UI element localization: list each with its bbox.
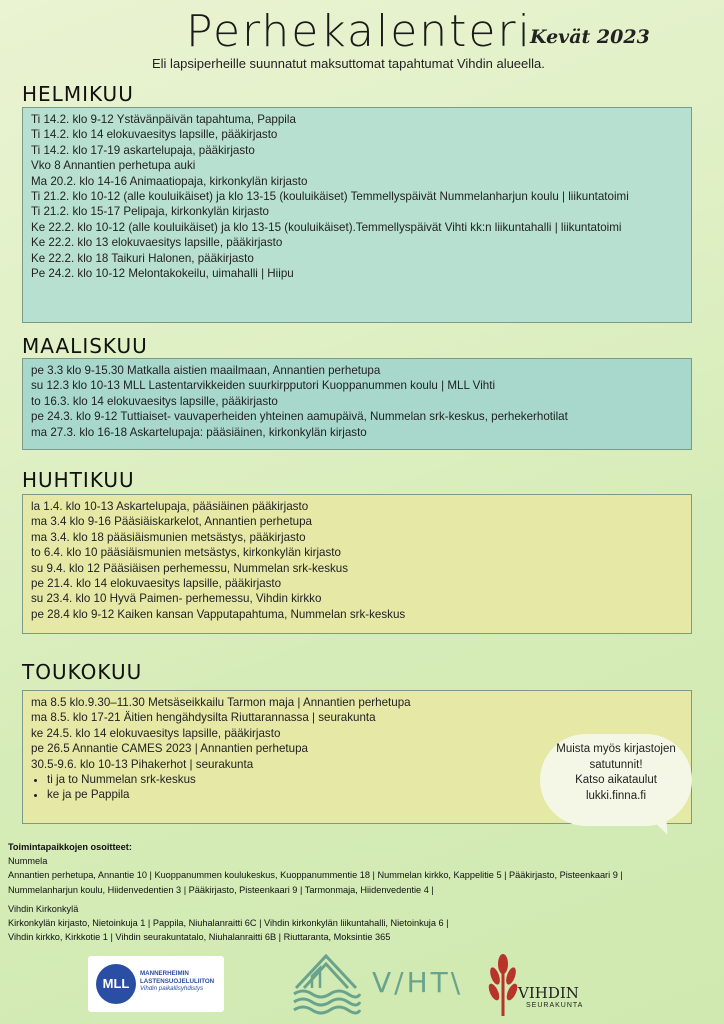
event-line: ke 24.5. klo 14 elokuvaesitys lapsille, pääkirjasto <box>31 726 281 740</box>
month-heading-march: MAALISKUU <box>22 334 148 358</box>
event-line: Ke 22.2. klo 13 elokuvaesitys lapsille, pääkirjasto <box>31 236 283 250</box>
event-box-february <box>22 107 692 323</box>
library-reminder-bubble <box>540 734 692 826</box>
event-line: Ti 14.2. klo 17-19 askartelupaja, pääkirjasto <box>31 143 255 157</box>
addresses-heading: Toimintapaikkojen osoitteet: <box>8 842 132 852</box>
event-line: Ke 22.2. klo 18 Taikuri Halonen, pääkirjasto <box>31 251 254 265</box>
event-line: pe 28.4 klo 9-12 Kaiken kansan Vapputapahtuma, Nummelan srk-keskus <box>31 607 406 621</box>
event-line: su 9.4. klo 12 Pääsiäisen perhemessu, Nummelan srk-keskus <box>31 561 349 575</box>
event-box-march <box>22 358 692 450</box>
event-line: Ti 14.2. klo 14 elokuvaesitys lapsille, pääkirjasto <box>31 128 278 142</box>
srk-name: VIHDIN <box>518 984 579 1002</box>
bubble-link[interactable]: lukki.finna.fi <box>585 789 647 802</box>
event-line: Ke 22.2. klo 10-12 (alle kouluikäiset) ja klo 13-15 (kouluikäiset).Temmellyspäivät Vihti kk:n liikuntahalli | liikuntatoimi <box>31 220 622 234</box>
event-line: su 23.4. klo 10 Hyvä Paimen- perhemessu, Vihdin kirkko <box>31 592 322 606</box>
address-line: Nummelanharjun koulu, Hiidenvedentien 3 | Pääkirjasto, Pisteenkaari 9 | Tarmonmaja, Hiidenvedentie 4 | <box>8 884 434 895</box>
event-line: to 6.4. klo 10 pääsiäismunien metsästys, kirkonkylän kirjasto <box>31 546 341 560</box>
address-line: Kirkonkylän kirjasto, Nietoinkuja 1 | Pappila, Niuhalanraitti 6C | Vihdin kirkonkylän liikuntahalli, Nietoinkuja 6 | <box>8 918 449 929</box>
mll-line: LASTENSUOJELULIITON <box>140 977 215 985</box>
month-heading-april: HUHTIKUU <box>22 468 135 492</box>
mll-logo <box>88 956 224 1012</box>
event-line: ma 27.3. klo 16-18 Askartelupaja: pääsiäinen, kirkonkylän kirjasto <box>31 425 367 439</box>
event-line: ma 8.5. klo 17-21 Äitien hengähdysilta Riuttarannassa | seurakunta <box>31 711 376 725</box>
bubble-line: satutunnit! <box>589 758 643 771</box>
event-line: la 1.4. klo 10-13 Askartelupaja, pääsiäinen pääkirjasto <box>31 500 309 513</box>
addresses-section <box>8 840 720 944</box>
address-line: Vihdin kirkko, Kirkkotie 1 | Vihdin seurakuntatalo, Niuhalanraitti 6B | Riuttaranta, Moksintie 365 <box>8 932 391 943</box>
event-line: Ti 21.2. klo 10-12 (alle kouluikäiset) ja klo 13-15 (kouluikäiset) Temmellyspäivät Nummelanharjun koulu | liikuntatoimi <box>31 190 629 204</box>
season-label: Kevät 2023 <box>530 26 650 48</box>
event-line: ma 3.4. klo 18 pääsiäismunien metsästys, pääkirjasto <box>31 530 306 544</box>
event-box-april <box>22 494 692 634</box>
vihti-emblem-icon <box>290 948 362 1018</box>
bubble-line: Muista myös kirjastojen <box>556 743 676 755</box>
wheat-icon <box>488 952 518 1016</box>
mll-circle: MLL <box>96 964 136 1004</box>
mll-text <box>140 970 214 993</box>
page-title: Perhekalenteri <box>186 6 532 57</box>
month-heading-may: TOUKOKUU <box>22 660 143 684</box>
address-line: Annantien perhetupa, Annantie 10 | Kuoppanummen koulukeskus, Kuoppanummentie 18 | Nummelan kirkko, Kappelitie 5 | Pääkirjasto, Pisteenkaari 9 | <box>8 870 623 881</box>
mll-line: MANNERHEIMIN <box>140 970 189 977</box>
area-title-kirkonkyla: Vihdin Kirkonkylä <box>8 903 79 914</box>
event-line: Ti 21.2. klo 15-17 Pelipaja, kirkonkylän kirjasto <box>31 205 269 219</box>
area-title-nummela: Nummela <box>8 856 48 867</box>
month-heading-february: HELMIKUU <box>22 82 134 106</box>
event-line: Ma 20.2. klo 14-16 Animaatiopaja, kirkonkylän kirjasto <box>31 174 308 188</box>
bubble-line: Katso aikataulut <box>575 774 657 786</box>
event-line: pe 26.5 Annantie CAMES 2023 | Annantien perhetupa <box>31 742 308 756</box>
vihti-wordmark: V/HT\ <box>372 966 464 999</box>
event-line: pe 24.3. klo 9-12 Tuttiaiset- vauvaperheiden yhteinen aamupäivä, Nummelan srk-keskus, perhekerhotilat <box>31 410 568 424</box>
event-line: pe 3.3 klo 9-15.30 Matkalla aistien maailmaan, Annantien perhetupa <box>31 364 381 377</box>
mll-line: Vihdin paikallisyhdistys <box>140 985 204 992</box>
event-line: Pe 24.2. klo 10-12 Melontakokeilu, uimahalli | Hiipu <box>31 267 294 281</box>
event-line: ma 8.5 klo.9.30–11.30 Metsäseikkailu Tarmon maja | Annantien perhetupa <box>31 696 411 709</box>
event-line: Vko 8 Annantien perhetupa auki <box>31 159 196 173</box>
event-line: 30.5-9.6. klo 10-13 Pihakerhot | seurakunta <box>31 757 254 771</box>
event-line: ma 3.4 klo 9-16 Pääsiäiskarkelot, Annantien perhetupa <box>31 515 313 529</box>
event-line: pe 21.4. klo 14 elokuvaesitys lapsille, pääkirjasto <box>31 577 282 591</box>
vihti-logo <box>290 948 470 1018</box>
srk-sub: SEURAKUNTA <box>526 1002 584 1009</box>
event-line: Ti 14.2. klo 9-12 Ystävänpäivän tapahtuma, Pappila <box>31 113 296 126</box>
page-subtitle: Eli lapsiperheille suunnatut maksuttomat tapahtumat Vihdin alueella. <box>152 56 545 71</box>
event-line: to 16.3. klo 14 elokuvaesitys lapsille, pääkirjasto <box>31 394 278 408</box>
event-line: su 12.3 klo 10-13 MLL Lastentarvikkeiden suurkirpputori Kuoppanummen koulu | MLL Vihti <box>31 379 496 393</box>
sub-list-item: • ke ja pe Pappila <box>47 787 683 802</box>
vihdin-seurakunta-logo <box>488 952 598 1016</box>
sub-list-item: • ti ja to Nummelan srk-keskus <box>47 772 683 787</box>
